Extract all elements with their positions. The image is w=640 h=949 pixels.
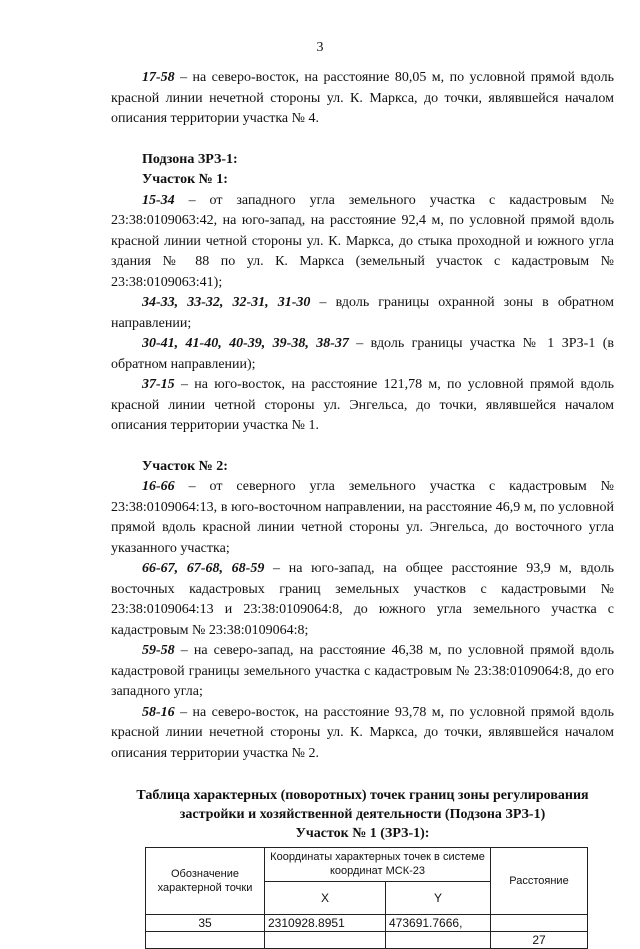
- cell-y: 473691.7666,: [386, 915, 491, 932]
- table-header-row: [146, 848, 588, 882]
- plot2-paragraph-4: [111, 703, 614, 765]
- header-x: X: [265, 881, 386, 915]
- paragraph-text: – на северо-восток, на расстояние 80,05 м, по условной прямой вдоль красной линии нечетной стороны ул. К. Маркса, до точки, являвшейся началом описания территории участка № 4.: [111, 70, 614, 126]
- plot2-paragraph-2: [111, 559, 614, 641]
- page-number: 3: [316, 40, 324, 55]
- table-row: [146, 932, 588, 949]
- plot2-paragraph-3: [111, 641, 614, 703]
- paragraph-text: – вдоль границы участка № 1 ЗРЗ-1 (в обратном направлении);: [111, 336, 615, 372]
- cell-point: 35: [146, 915, 265, 932]
- cell-point: [146, 932, 265, 949]
- point-range: 58-16: [142, 704, 175, 720]
- cell-x: [265, 932, 386, 949]
- cell-y: [386, 932, 491, 949]
- table-title-line: застройки и хозяйственной деятельности (Подзона ЗРЗ-1): [179, 807, 546, 822]
- table-title-line: Таблица характерных (поворотных) точек границ зоны регулирования: [136, 788, 589, 803]
- subzone-heading: Подзона ЗРЗ-1:: [142, 151, 238, 167]
- paragraph-text: – на северо-запад, на расстояние 46,38 м, по условной прямой вдоль кадастровой границы земельного участка с кадастровым № 23:38:0109064:8, до его западного угла;: [111, 643, 614, 699]
- paragraph-text: – от западного угла земельного участка с кадастровым № 23:38:0109063:42, на юго-запад, на расстояние 92,4 м, по условной прямой вдоль красной линии четной стороны ул. К. Маркса, до стыка проходной и южного угла здания № 88 по ул. К. Маркса (земельный участок с кадастровым № 23:38:0109063:41);: [111, 192, 614, 290]
- table-subtitle: Участок № 1 (ЗРЗ-1):: [295, 826, 430, 841]
- header-y: Y: [386, 881, 491, 915]
- plot1-paragraph-1: [111, 191, 614, 294]
- coordinates-table: [145, 847, 588, 949]
- point-range: 30-41, 41-40, 40-39, 39-38, 38-37: [142, 336, 349, 351]
- plot1-paragraph-3: [111, 334, 614, 375]
- point-range: 66-67, 67-68, 68-59: [142, 561, 265, 576]
- point-range: 17-58: [142, 70, 175, 85]
- cell-distance: 27: [491, 932, 588, 949]
- plot1-heading: Участок № 1:: [142, 172, 228, 187]
- header-distance: Расстояние: [491, 848, 588, 915]
- paragraph-text: – от северного угла земельного участка с кадастровым № 23:38:0109064:13, в юго-восточном направлении, на расстояние 46,9 м, по условной прямой вдоль красной линии четной стороны ул. Энгельса, до восточного угла указанного участка;: [111, 479, 614, 556]
- plot2-paragraph-1: [111, 477, 614, 559]
- table-row: [146, 915, 588, 932]
- paragraph-text: – на северо-восток, на расстояние 93,78 м, по условной прямой вдоль красной линии нечетной стороны ул. К. Маркса, до точки, являвшейся началом описания территории участка № 2.: [111, 704, 614, 761]
- plot1-paragraph-2: [111, 293, 614, 334]
- plot1-paragraph-4: [111, 375, 614, 437]
- cell-distance: [491, 915, 588, 932]
- point-range: 37-15: [142, 377, 175, 392]
- point-range: 16-66: [142, 479, 175, 494]
- header-point: Обозначение характерной точки: [146, 848, 265, 915]
- intro-paragraph: [111, 68, 614, 130]
- point-range: 59-58: [142, 643, 175, 658]
- document-body: [111, 68, 614, 949]
- point-range: 15-34: [142, 192, 175, 208]
- point-range: 34-33, 33-32, 32-31, 31-30: [142, 295, 311, 310]
- paragraph-text: – на юго-восток, на расстояние 121,78 м, по условной прямой вдоль красной линии четной стороны ул. Энгельса, до точки, являвшейся началом описания территории участка № 1.: [111, 377, 614, 433]
- plot2-heading: Участок № 2:: [142, 458, 228, 474]
- cell-x: 2310928.8951: [265, 915, 386, 932]
- table-title: [111, 786, 614, 843]
- header-coords: Координаты характерных точек в системе координат МСК-23: [265, 848, 491, 882]
- paragraph-text: – вдоль границы охранной зоны в обратном направлении;: [111, 295, 614, 331]
- paragraph-text: – на юго-запад, на общее расстояние 93,9 м, вдоль восточных кадастровых границ земельных участков с кадастровыми № 23:38:0109064:13 и 23:38:0109064:8, до южного угла земельного участка с кадастровым № 23:38:0109064:8;: [111, 561, 614, 638]
